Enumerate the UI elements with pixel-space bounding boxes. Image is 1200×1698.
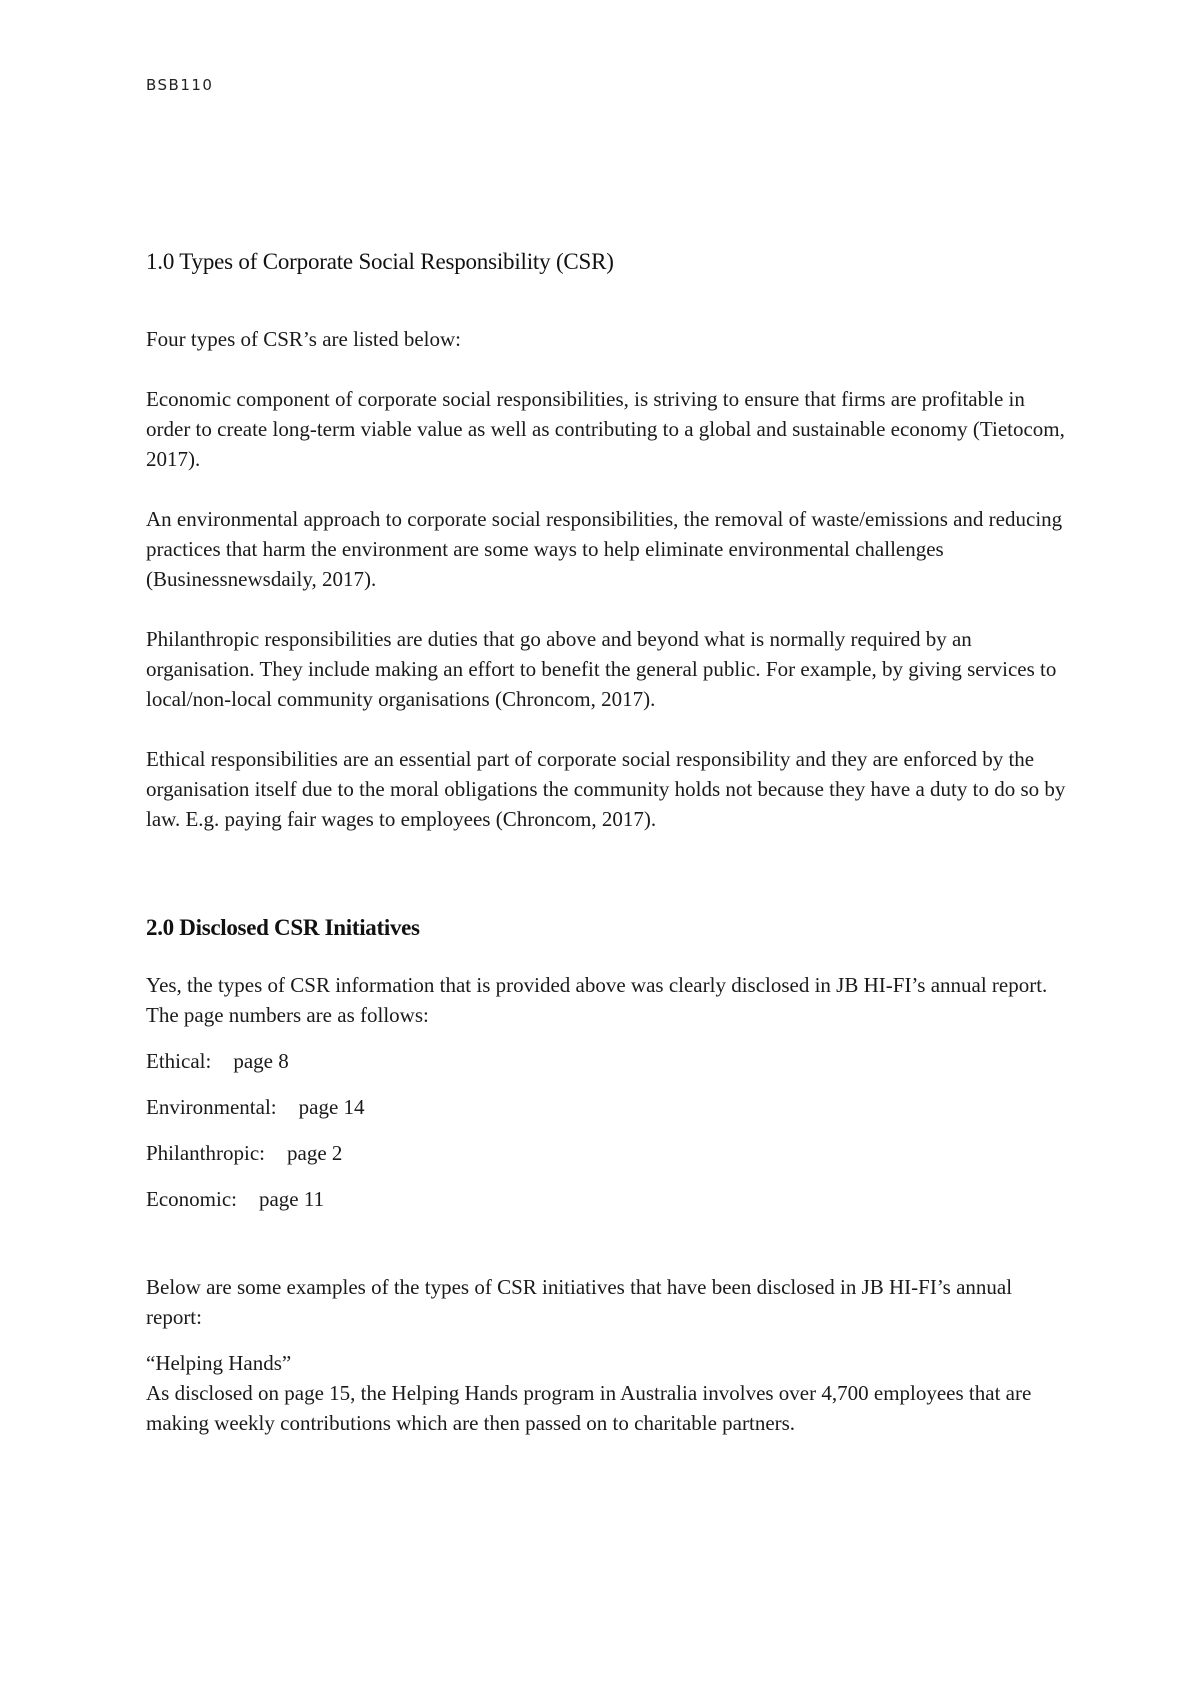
page-list-label: Philanthropic: — [146, 1141, 265, 1165]
section-2-intro: Yes, the types of CSR information that is provided above was clearly disclosed in JB HI-FI’s annual report. The page numbers are as follows: — [146, 973, 1048, 1027]
page-list-item-environmental — [146, 1092, 1066, 1122]
page-list-value: page 8 — [233, 1049, 289, 1073]
example-title: “Helping Hands” — [146, 1351, 292, 1375]
environmental-paragraph: An environmental approach to corporate social responsibilities, the removal of waste/emissions and reducing practices that harm the environment are some ways to help eliminate environmental challenges (Businessnewsdaily, 2017). — [146, 507, 1063, 591]
section-2-heading: 2.0 Disclosed CSR Initiatives — [146, 915, 420, 940]
page-list-item-philanthropic — [146, 1138, 1066, 1168]
section-1-intro: Four types of CSR’s are listed below: — [146, 327, 461, 351]
page-list-item-ethical — [146, 1046, 1066, 1076]
page-list-value: page 2 — [287, 1141, 343, 1165]
economic-paragraph: Economic component of corporate social responsibilities, is striving to ensure that firms are profitable in order to create long-term viable value as well as contributing to a global and sustainable economy (Tietocom, 2017). — [146, 387, 1065, 471]
page-list-label: Ethical: — [146, 1049, 212, 1073]
page-list-value: page 11 — [258, 1187, 325, 1211]
examples-intro: Below are some examples of the types of CSR initiatives that have been disclosed in JB HI-FI’s annual report: — [146, 1275, 1013, 1329]
example-text: As disclosed on page 15, the Helping Hands program in Australia involves over 4,700 employees that are making weekly contributions which are then passed on to charitable partners. — [146, 1381, 1032, 1435]
section-1-heading: 1.0 Types of Corporate Social Responsibility (CSR) — [146, 249, 614, 274]
philanthropic-paragraph: Philanthropic responsibilities are duties that go above and beyond what is normally required by an organisation. They include making an effort to benefit the general public. For example, by giving services to local/non-local community organisations (Chroncom, 2017). — [146, 627, 1057, 711]
document-header-code: BSB110 — [146, 76, 214, 94]
document-body — [146, 246, 1066, 1438]
page-list-label: Economic: — [146, 1187, 237, 1211]
ethical-paragraph: Ethical responsibilities are an essential part of corporate social responsibility and they are enforced by the organisation itself due to the moral obligations the community holds not because they have a duty to do so by law. E.g. paying fair wages to employees (Chroncom, 2017). — [146, 747, 1066, 831]
page-list-value: page 14 — [298, 1095, 365, 1119]
page-list-item-economic — [146, 1184, 1066, 1214]
page-list-label: Environmental: — [146, 1095, 277, 1119]
